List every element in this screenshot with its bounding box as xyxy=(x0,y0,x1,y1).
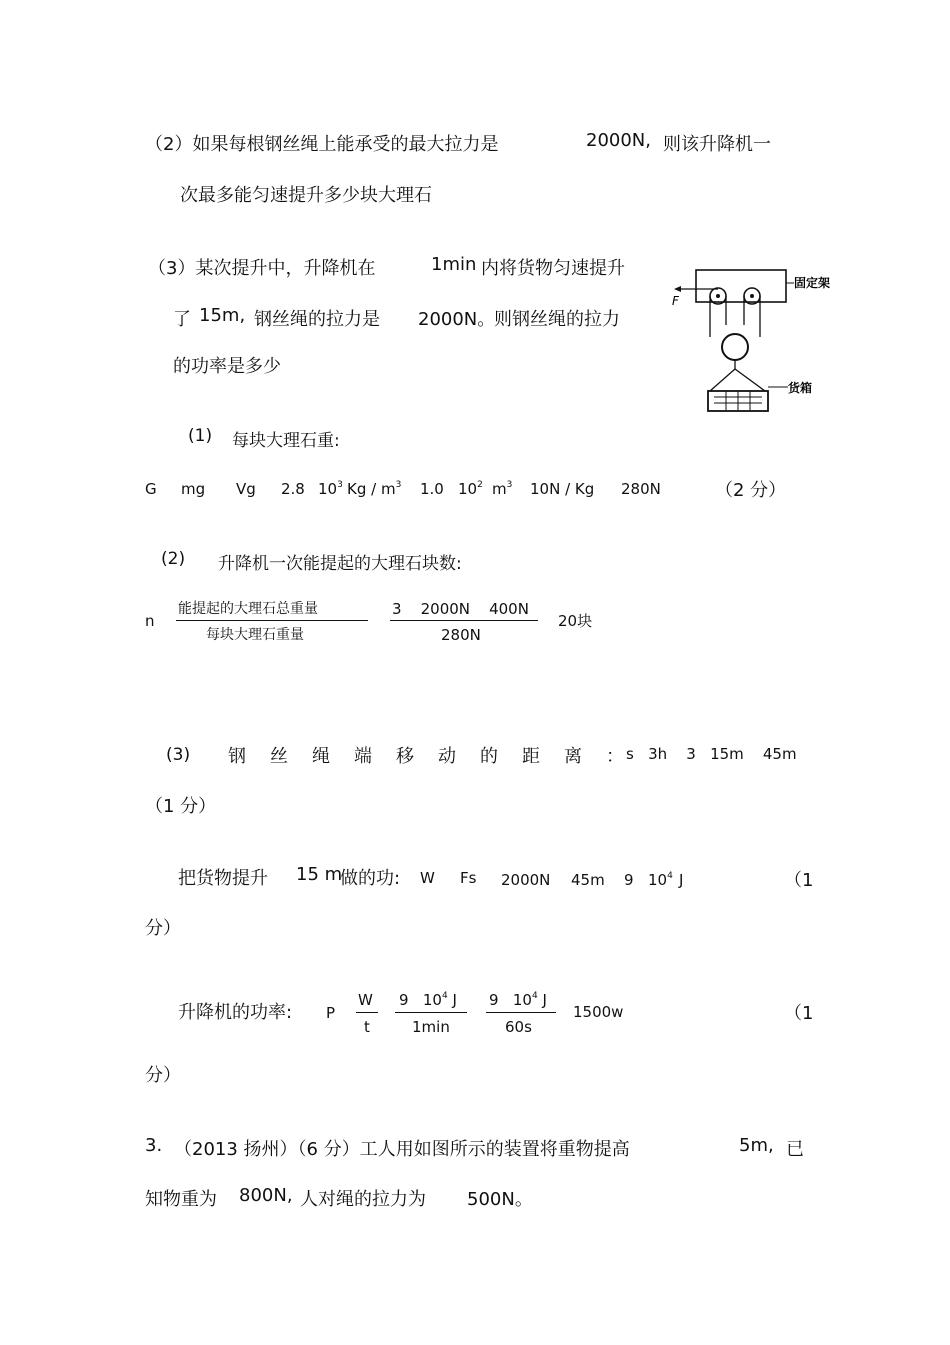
power-frac1-num: W xyxy=(358,991,373,1009)
ans1-eq-vg: Vg xyxy=(236,480,256,498)
q3-line-b4: 2000N。 xyxy=(418,309,496,330)
ans1-score: （2 分） xyxy=(715,480,787,501)
q3-line-a3: 内将货物匀速提升 xyxy=(481,258,625,279)
work-eq-unit: J xyxy=(679,871,684,889)
ans2-frac2-den: 280N xyxy=(441,626,481,644)
ans1-text: 每块大理石重: xyxy=(232,431,340,451)
ans2-frac2-line xyxy=(390,620,538,621)
ans1-eq-unit1: Kg / $m^3$ xyxy=(347,480,402,498)
ans1-eq-mg: mg xyxy=(181,480,206,498)
q2-line2: 次最多能匀速提升多少块大理石 xyxy=(180,185,432,206)
ans1-eq-g-const: 10N / Kg xyxy=(530,480,595,498)
q2-line1-end: 则该升降机一 xyxy=(663,134,771,155)
power-frac3-line xyxy=(486,1012,556,1013)
q3-line-b1: 了 xyxy=(173,309,191,330)
q2-line1: （2）如果每根钢丝绳上能承受的最大拉力是 xyxy=(145,134,499,155)
power-frac3-den: 60s xyxy=(505,1018,532,1036)
ans2-text: 升降机一次能提起的大理石块数: xyxy=(218,554,462,574)
work-eq-force: 2000N xyxy=(501,871,551,889)
q4-line-b2: 800N, xyxy=(239,1185,293,1206)
power-p: P xyxy=(326,1004,336,1022)
ans1-eq-density: 2.8 xyxy=(281,480,305,498)
q4-number: 3. xyxy=(145,1135,163,1156)
power-frac2-num: 9 $10^4$ J xyxy=(399,991,457,1009)
q3-line-b2: 15m, xyxy=(199,305,246,326)
ans3-text: 钢丝绳端移动的距离： xyxy=(228,746,648,767)
q3-line-b5: 则钢丝绳的拉力 xyxy=(494,309,620,330)
q3-line-c1: 的功率是多少 xyxy=(173,356,281,377)
power-frac2-den: 1min xyxy=(412,1018,450,1036)
work-eq-distance: 45m xyxy=(571,871,605,889)
power-frac2-line xyxy=(395,1012,467,1013)
q4-line-b4: 500N。 xyxy=(467,1189,533,1210)
ans2-frac1-num: 能提起的大理石总重量 xyxy=(178,601,318,617)
power-text: 升降机的功率: xyxy=(178,1002,293,1023)
work-score-b: 分） xyxy=(145,918,181,939)
ans1-eq-pow2: $10^2$ xyxy=(458,480,483,498)
ans2-frac1-den: 每块大理石重量 xyxy=(206,627,304,643)
work-text: 把货物提升 xyxy=(178,868,268,889)
frame-label: 固定架 xyxy=(794,276,831,290)
power-result: 1500w xyxy=(573,1003,624,1021)
ans1-eq-unit2: $m^3$ xyxy=(492,480,513,498)
pulley-figure xyxy=(670,265,840,430)
q4-line-a4: 已 xyxy=(786,1139,804,1160)
ans1-eq-g: G xyxy=(145,480,157,498)
power-score-a: （1 xyxy=(784,1003,814,1024)
q3-line-a1: （3）某次提升中，升降机在 xyxy=(148,258,376,279)
work-eq-fs: Fs xyxy=(460,869,477,887)
box-label: 货箱 xyxy=(788,381,813,395)
force-label: F xyxy=(672,294,679,308)
work-text2: 做的功: xyxy=(340,868,401,889)
work-eq-coef: 9 xyxy=(624,871,634,889)
power-frac3-num: 9 $10^4$ J xyxy=(489,991,547,1009)
power-frac1-line xyxy=(356,1012,378,1013)
work-score-a: （1 xyxy=(784,870,814,891)
q4-line-a3: 5m, xyxy=(739,1135,774,1156)
work-eq-w: W xyxy=(420,869,435,887)
ans1-eq-vol: 1.0 xyxy=(420,480,444,498)
work-eq-pow: $10^4$ xyxy=(648,871,673,889)
power-frac1-den: t xyxy=(364,1018,370,1036)
ans3-label: (3) xyxy=(166,745,191,765)
ans3-distance-eq: s 3h 3 15m 45m xyxy=(626,745,797,763)
q3-line-b3: 钢丝绳的拉力是 xyxy=(254,309,380,330)
q3-line-a2: 1min xyxy=(431,254,477,275)
ans2-frac1-line xyxy=(176,620,368,621)
power-score-b: 分） xyxy=(145,1065,181,1086)
ans2-frac2-num: 3 2000N 400N xyxy=(392,600,529,618)
ans2-result: 20块 xyxy=(558,612,593,630)
q4-line-b1: 知物重为 xyxy=(145,1189,217,1210)
ans3-score: （1 分） xyxy=(145,796,217,817)
work-distance: 15 m xyxy=(296,864,343,885)
q4-line-b3: 人对绳的拉力为 xyxy=(300,1189,426,1210)
ans2-label: (2) xyxy=(161,549,186,569)
q2-value: 2000N, xyxy=(586,130,651,151)
ans2-n: n xyxy=(145,612,155,630)
ans1-eq-result: 280N xyxy=(621,480,661,498)
ans1-label: (1) xyxy=(188,426,213,446)
q4-line-a2: （2013 扬州）（6 分）工人用如图所示的装置将重物提高 xyxy=(174,1139,630,1160)
ans1-eq-pow1: $10^3$ xyxy=(318,480,343,498)
